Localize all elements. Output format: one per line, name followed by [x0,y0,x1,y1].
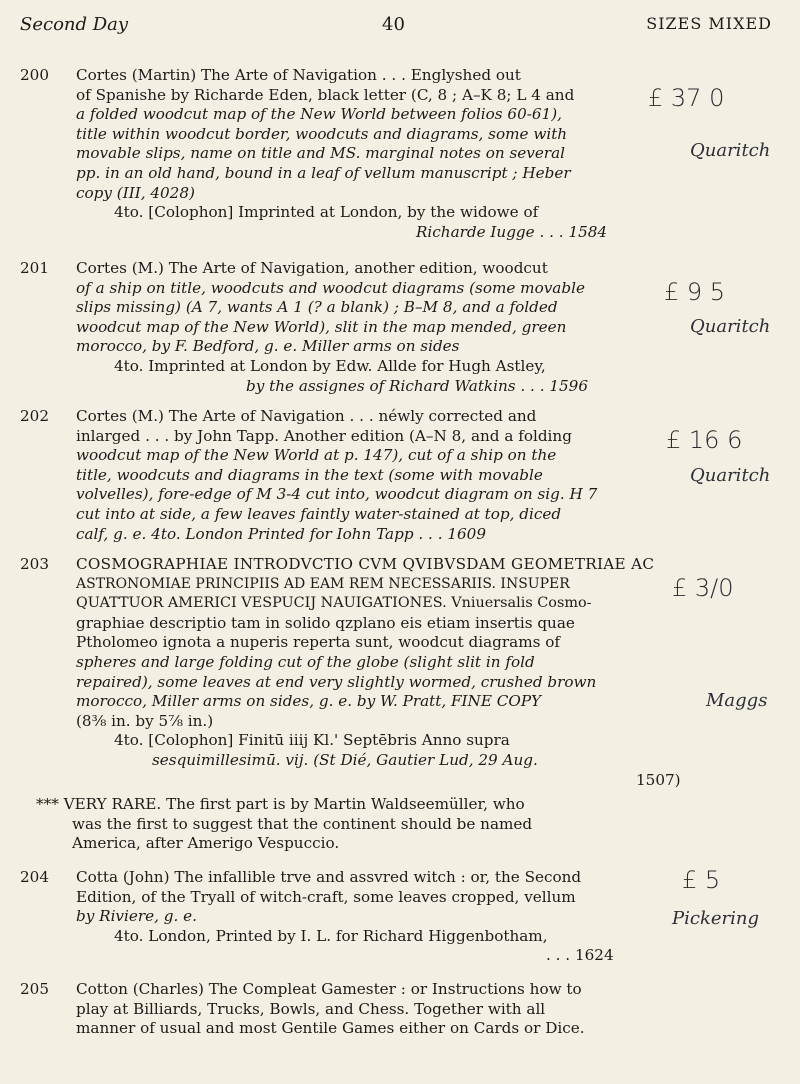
lot-description [76,868,731,966]
desc-line: Ptholomeo ignota a nuperis reperta sunt, woodcut diagrams of [76,633,560,652]
price-annotation: £ 16 6 [666,426,743,454]
lot-number: 202 [20,407,49,425]
desc-line: title within woodcut border, woodcuts and diagrams, some with [76,124,568,143]
desc-line: by Riviere, g. e. [76,907,197,926]
imprint-line: Richarde Iugge . . . 1584 [416,222,608,241]
price-annotation: £ 9 5 [664,278,726,306]
desc-line: manner of usual and most Gentile Games either on Cards or Dice. [76,1019,585,1038]
buyer-annotation: Maggs [706,690,768,711]
desc-line: pp. in an old hand, bound in a leaf of vellum manuscript ; Heber [76,163,571,182]
desc-line: spheres and large folding cut of the globe (slight slit in fold [76,652,535,671]
lot-description [76,407,731,544]
desc-line: graphiae descriptio tam in solido qzplano eis etiam insertis quae [76,613,575,632]
desc-line: movable slips, name on title and MS. marginal notes on several [76,144,565,163]
desc-line: Cortes (M.) The Arte of Navigation . . . néwly corrected and [76,407,537,425]
lot-description [76,555,731,790]
imprint-line: sesquimillesimū. vij. (St Dié, Gautier Lud, 29 Aug. [152,750,538,769]
desc-line: woodcut map of the New World), slit in the map mended, green [76,317,567,336]
header-section: SIZES MIXED [646,14,772,33]
lot-number: 205 [20,980,49,998]
desc-line: morocco, by F. Bedford, g. e. Miller arms on sides [76,337,460,356]
lot-description [76,259,731,396]
desc-line: slips missing) (A 7, wants A 1 (? a blank) ; B–M 8, and a folded [76,298,558,317]
desc-line: (8⅜ in. by 5⅞ in.) [76,711,214,730]
desc-line: QUATTUOR AMERICI VESPUCIJ NAUIGATIONES. Vniuersalis Cosmo- [76,595,592,612]
imprint-line: 4to. Imprinted at London by Edw. Allde for Hugh Astley, [114,356,546,375]
desc-line: Cortes (Martin) The Arte of Navigation . . . Englyshed out [76,66,521,84]
note-line: America, after Amerigo Vespuccio. [72,834,340,853]
buyer-annotation: Pickering [672,908,759,929]
desc-line: inlarged . . . by John Tapp. Another edition (A–N 8, and a folding [76,426,572,445]
imprint-line: 4to. [Colophon] Imprinted at London, by the widowe of [114,203,539,222]
header-day: Second Day [20,14,129,35]
buyer-annotation: Quaritch [690,465,771,486]
lot-number: 204 [20,868,49,886]
page-header [20,14,780,42]
note-line: *** VERY RARE. The first part is by Martin Waldseemüller, who [36,795,525,813]
lot-number: 200 [20,66,49,84]
desc-line: Cortes (M.) The Arte of Navigation, another edition, woodcut [76,259,548,277]
desc-line: Cotton (Charles) The Compleat Gamester : or Instructions how to [76,980,582,998]
imprint-line: 1507) [636,770,681,789]
price-annotation: £ 37 0 [648,84,725,112]
desc-line: title, woodcuts and diagrams in the text (some with movable [76,465,543,484]
desc-line: Edition, of the Tryall of witch-craft, some leaves cropped, vellum [76,887,576,906]
page-number: 40 [382,14,405,35]
lot-number: 203 [20,555,49,573]
desc-line: COSMOGRAPHIAE INTRODVCTIO CVM QVIBVSDAM GEOMETRIAE AC [76,555,655,573]
desc-line: of Spanishe by Richarde Eden, black letter (C, 8 ; A–K 8; L 4 and [76,85,575,104]
desc-line: of a ship on title, woodcuts and woodcut diagrams (some movable [76,278,585,297]
desc-line: cut into at side, a few leaves faintly water-stained at top, diced [76,504,562,523]
lot-description [76,980,731,1039]
desc-line: volvelles), fore-edge of M 3-4 cut into, woodcut diagram on sig. H 7 [76,485,598,504]
imprint-line: calf, g. e. 4to. London Printed for Iohn Tapp . . . 1609 [76,524,486,543]
buyer-annotation: Quaritch [690,316,771,337]
desc-line: ASTRONOMIAE PRINCIPIIS AD EAM REM NECESSARIIS. INSUPER [76,575,570,592]
imprint-line: . . . 1624 [546,946,614,965]
price-annotation: £ 3/0 [672,574,734,602]
imprint-line: 4to. [Colophon] Finitū iiij Kl.' Septēbris Anno supra [114,731,510,750]
imprint-line: 4to. London, Printed by I. L. for Richard Higgenbotham, [114,926,548,945]
buyer-annotation: Quaritch [690,140,771,161]
lot-number: 201 [20,259,49,277]
desc-line: repaired), some leaves at end very slightly wormed, crushed brown [76,672,597,691]
catalogue-note [36,795,776,854]
desc-line: play at Billiards, Trucks, Bowls, and Chess. Together with all [76,999,546,1018]
desc-line: morocco, Miller arms on sides, g. e. by W. Pratt, FINE COPY [76,692,542,711]
price-annotation: £ 5 [682,866,721,894]
imprint-line: by the assignes of Richard Watkins . . . 1596 [246,376,589,395]
lot-description [76,66,731,242]
desc-line: copy (III, 4028) [76,183,195,202]
desc-line: a folded woodcut map of the New World between folios 60-61), [76,105,562,124]
desc-line: Cotta (John) The infallible trve and assvred witch : or, the Second [76,868,582,886]
desc-line: woodcut map of the New World at p. 147), cut of a ship on the [76,446,557,465]
note-line: was the first to suggest that the continent should be named [72,814,533,833]
